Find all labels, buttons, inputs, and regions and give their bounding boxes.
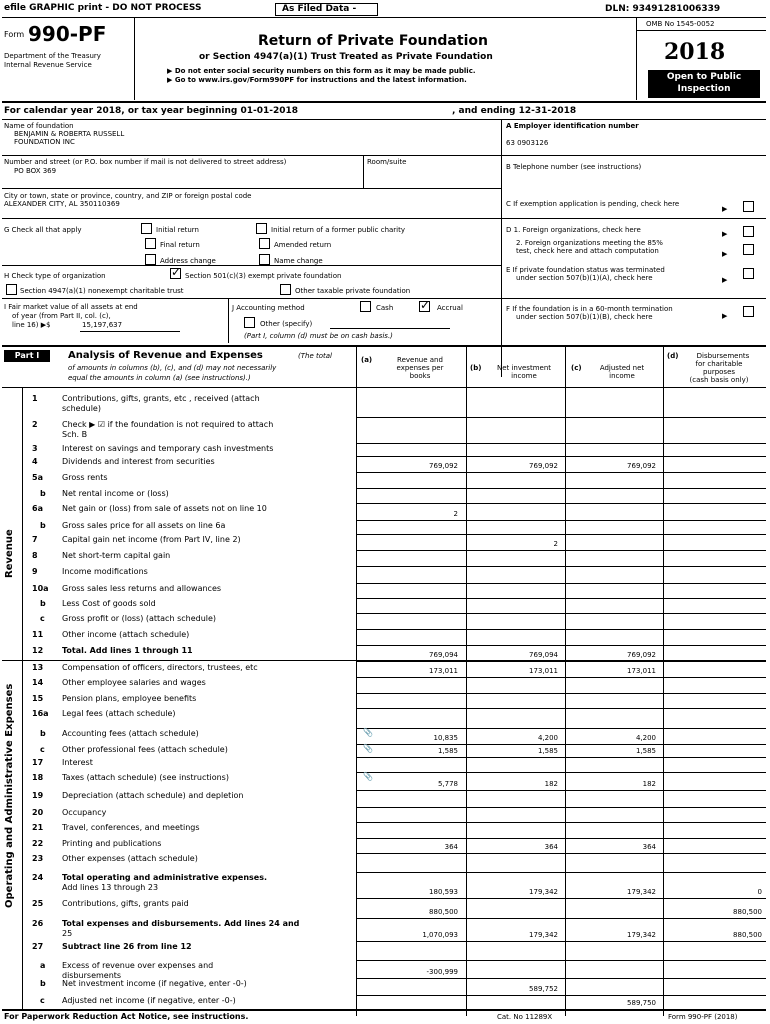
- row-rule: [356, 550, 766, 551]
- cell-a: 364: [444, 843, 458, 851]
- arrow-icon: ▶: [722, 312, 728, 320]
- row-rule: [356, 598, 766, 599]
- final-return-checkbox[interactable]: [145, 238, 156, 249]
- attachment-icon[interactable]: 📎: [363, 728, 373, 737]
- street-label: Number and street (or P.O. box number if mail is not delivered to street address): [4, 158, 287, 166]
- row-number: b: [40, 979, 46, 988]
- row-number: 9: [32, 567, 38, 576]
- other-method-checkbox[interactable]: [244, 317, 255, 328]
- row-label: Occupancy: [62, 808, 107, 817]
- row-number: 7: [32, 535, 38, 544]
- form-title: Return of Private Foundation: [258, 33, 488, 49]
- row-rule: [356, 456, 766, 457]
- check-icon: ✓: [420, 298, 431, 312]
- row-label: Net investment income (if negative, enter -0-): [62, 979, 247, 988]
- row-number: 6a: [32, 504, 43, 513]
- row-label: Other employee salaries and wages: [62, 678, 206, 687]
- calendar-end: , and ending 12-31-2018: [452, 106, 577, 116]
- fmv-value: 15,197,637: [82, 321, 123, 329]
- row-number: c: [40, 996, 45, 1005]
- row-label: Contributions, gifts, grants, etc , received (attach: [62, 394, 260, 403]
- cell-a: 1,070,093: [422, 931, 458, 939]
- row-number: 21: [32, 823, 44, 832]
- row-label: Contributions, gifts, grants paid: [62, 899, 189, 908]
- row-number: 24: [32, 873, 44, 882]
- row-number: 2: [32, 420, 38, 429]
- row-label-cont: Add lines 13 through 23: [62, 883, 159, 892]
- org-name-line1: BENJAMIN & ROBERTA RUSSELL: [14, 130, 125, 138]
- row-rule: [356, 757, 766, 758]
- cell-c: 182: [642, 780, 656, 788]
- arrow-icon: ▶: [722, 205, 728, 213]
- cell-b: 1,585: [537, 747, 558, 755]
- exemption-pending-checkbox[interactable]: [743, 201, 754, 212]
- cell-c: 589,750: [627, 999, 656, 1007]
- foreign-85-label1: 2. Foreign organizations meeting the 85%: [516, 239, 663, 247]
- part1-desc3: equal the amounts in column (a) (see instructions).): [68, 374, 251, 382]
- cell-b: 4,200: [537, 734, 558, 742]
- row-rule: [356, 978, 766, 979]
- as-filed-label: As Filed Data -: [282, 4, 357, 14]
- col-a-line3: books: [409, 372, 431, 380]
- tax-year: 2018: [664, 39, 726, 65]
- initial-return-label: Initial return: [156, 226, 199, 234]
- ein-value: 63 0903126: [506, 139, 549, 147]
- col-c-tag: (c): [571, 364, 582, 372]
- cell-c: 769,092: [627, 462, 656, 470]
- row-label: Interest on savings and temporary cash investments: [62, 444, 274, 453]
- row-number: 11: [32, 630, 44, 639]
- row-number: 19: [32, 791, 44, 800]
- initial-former-label: Initial return of a former public charity: [271, 226, 406, 234]
- org-name-label: Name of foundation: [4, 122, 74, 130]
- row-number: 15: [32, 694, 44, 703]
- sixty-month-label2: under section 507(b)(1)(B), check here: [516, 313, 653, 321]
- col-a-line2: expenses per: [396, 364, 444, 372]
- row-rule: [356, 708, 766, 709]
- row-rule: [356, 645, 766, 646]
- cell-c: 1,585: [635, 747, 656, 755]
- row-label: Other expenses (attach schedule): [62, 854, 198, 863]
- ein-label: A Employer identification number: [506, 122, 639, 130]
- row-rule: [356, 534, 766, 535]
- row-label-cont: schedule): [62, 404, 101, 413]
- foreign-org-checkbox[interactable]: [743, 226, 754, 237]
- row-number: 26: [32, 919, 44, 928]
- cell-b: 589,752: [529, 985, 558, 993]
- row-label: Pension plans, employee benefits: [62, 694, 197, 703]
- room-label: Room/suite: [367, 158, 407, 166]
- part1-title: Analysis of Revenue and Expenses: [68, 350, 263, 361]
- row-number: 1: [32, 394, 38, 403]
- row-label: Gross rents: [62, 473, 108, 482]
- row-rule: [356, 728, 766, 729]
- footer-cat: Cat. No 11289X: [497, 1013, 553, 1021]
- row-label-cont: Sch. B: [62, 430, 88, 439]
- row-number: 25: [32, 899, 44, 908]
- exemption-pending-label: C If exemption application is pending, check here: [506, 200, 680, 208]
- cell-a: 1,585: [437, 747, 458, 755]
- sec4947-label: Section 4947(a)(1) nonexempt charitable trust: [20, 287, 184, 295]
- cell-d: 0: [757, 888, 762, 896]
- fmv-label2: of year (from Part II, col. (c),: [12, 312, 111, 320]
- row-rule: [356, 898, 766, 899]
- col-c-line2: income: [609, 372, 635, 380]
- sixty-month-label1: F If the foundation is in a 60-month termination: [506, 305, 673, 313]
- terminated-label1: E If private foundation status was terminated: [506, 266, 665, 274]
- terminated-checkbox[interactable]: [743, 268, 754, 279]
- final-return-label: Final return: [160, 241, 200, 249]
- row-label: Total expenses and disbursements. Add lines 24 and: [62, 919, 300, 928]
- row-number: b: [40, 729, 46, 738]
- row-rule: [356, 566, 766, 567]
- row-number: c: [40, 614, 45, 623]
- col-d-line4: (cash basis only): [689, 376, 749, 384]
- h-label: H Check type of organization: [4, 272, 106, 280]
- irs-label: Internal Revenue Service: [4, 61, 92, 69]
- terminated-label2: under section 507(b)(1)(A), check here: [516, 274, 653, 282]
- name-change-label: Name change: [274, 257, 323, 265]
- address-change-label: Address change: [160, 257, 216, 265]
- row-rule: [356, 503, 766, 504]
- row-label: Gross sales price for all assets on line 6a: [62, 521, 226, 530]
- row-rule: [356, 443, 766, 444]
- row-number: 12: [32, 646, 44, 655]
- cell-a: 769,094: [429, 651, 458, 659]
- row-rule: [356, 583, 766, 584]
- row-number: 14: [32, 678, 44, 687]
- row-rule: [356, 661, 766, 662]
- col-d-line3: purposes: [702, 368, 736, 376]
- row-rule: [356, 488, 766, 489]
- row-number: 17: [32, 758, 44, 767]
- city-label: City or town, state or province, country, and ZIP or foreign postal code: [4, 192, 252, 200]
- amended-return-checkbox[interactable]: [259, 238, 270, 249]
- cell-b: 179,342: [529, 888, 558, 896]
- part1-tag: Part I: [4, 350, 50, 362]
- accrual-label: Accrual: [437, 304, 463, 312]
- attachment-icon[interactable]: 📎: [363, 744, 373, 753]
- row-rule: [356, 822, 766, 823]
- foreign-85-checkbox[interactable]: [743, 244, 754, 255]
- cell-a: 2: [453, 510, 458, 518]
- cell-a: 769,092: [429, 462, 458, 470]
- org-name-line2: FOUNDATION INC: [14, 138, 75, 146]
- cash-basis-note: (Part I, column (d) must be on cash basis.): [244, 332, 393, 340]
- row-number: 13: [32, 663, 44, 672]
- cash-checkbox[interactable]: [360, 301, 371, 312]
- foreign-85-label2: test, check here and attach computation: [516, 247, 659, 255]
- row-rule: [356, 853, 766, 854]
- initial-former-checkbox[interactable]: [256, 223, 267, 234]
- other-method-label: Other (specify): [260, 320, 313, 328]
- row-number: 18: [32, 773, 44, 782]
- col-d-line1: Disbursements: [696, 352, 750, 360]
- row-label: Total operating and administrative expenses.: [62, 873, 267, 882]
- cell-c: 4,200: [635, 734, 656, 742]
- cell-c: 173,011: [627, 667, 656, 675]
- side-expenses-label: Operating and Administrative Expenses: [4, 683, 15, 908]
- row-label: Less Cost of goods sold: [62, 599, 156, 608]
- row-label: Adjusted net income (if negative, enter -0-): [62, 996, 236, 1005]
- foreign-org-label: D 1. Foreign organizations, check here: [506, 226, 641, 234]
- row-label: Gross profit or (loss) (attach schedule): [62, 614, 217, 623]
- city-value: ALEXANDER CITY, AL 350110369: [4, 200, 120, 208]
- row-rule: [356, 677, 766, 678]
- section-divider: [2, 660, 766, 661]
- row-rule: [356, 838, 766, 839]
- row-rule: [356, 417, 766, 418]
- col-b-line1: Net investment: [496, 364, 552, 372]
- attachment-icon[interactable]: 📎: [363, 772, 373, 781]
- row-label: Subtract line 26 from line 12: [62, 942, 192, 951]
- form-prefix: Form: [4, 30, 25, 39]
- row-number: 20: [32, 808, 44, 817]
- row-label: Compensation of officers, directors, trustees, etc: [62, 663, 258, 672]
- row-label: Dividends and interest from securities: [62, 457, 215, 466]
- cell-d: 880,500: [733, 908, 762, 916]
- check-icon: ✓: [171, 265, 182, 279]
- cash-label: Cash: [376, 304, 394, 312]
- col-d-tag: (d): [667, 352, 679, 360]
- cell-a: 180,593: [429, 888, 458, 896]
- street-value: PO BOX 369: [14, 167, 57, 175]
- row-label: Printing and publications: [62, 839, 162, 848]
- cell-b: 179,342: [529, 931, 558, 939]
- col-c-line1: Adjusted net: [599, 364, 645, 372]
- row-number: 23: [32, 854, 44, 863]
- row-label: Net short-term capital gain: [62, 551, 171, 560]
- row-number: 27: [32, 942, 44, 951]
- form-number: 990-PF: [28, 22, 107, 46]
- row-label: Net gain or (loss) from sale of assets not on line 10: [62, 504, 267, 513]
- cell-c: 179,342: [627, 931, 656, 939]
- arrow-icon: ▶: [722, 250, 728, 258]
- row-label-cont: 25: [62, 929, 73, 938]
- row-rule: [356, 629, 766, 630]
- row-number: 16a: [32, 709, 49, 718]
- address-change-checkbox[interactable]: [145, 254, 156, 265]
- row-rule: [356, 995, 766, 996]
- footer-paperwork: For Paperwork Reduction Act Notice, see instructions.: [4, 1012, 249, 1021]
- other-taxable-checkbox[interactable]: [280, 284, 291, 295]
- cell-c: 179,342: [627, 888, 656, 896]
- row-label: Travel, conferences, and meetings: [62, 823, 200, 832]
- row-number: 3: [32, 444, 38, 453]
- cell-b: 364: [544, 843, 558, 851]
- row-number: 4: [32, 457, 38, 466]
- row-number: a: [40, 961, 46, 970]
- row-rule: [356, 918, 766, 919]
- col-a-line1: Revenue and: [397, 356, 443, 364]
- sec501c3-label: Section 501(c)(3) exempt private foundation: [185, 272, 342, 280]
- row-rule: [356, 872, 766, 873]
- cell-a: -300,999: [426, 968, 458, 976]
- row-label-cont: disbursements: [62, 971, 122, 980]
- initial-return-checkbox[interactable]: [141, 223, 152, 234]
- phone-label: B Telephone number (see instructions): [506, 163, 642, 171]
- row-rule: [356, 744, 766, 745]
- other-taxable-label: Other taxable private foundation: [295, 287, 411, 295]
- row-number: 5a: [32, 473, 43, 482]
- omb-number: OMB No 1545-0052: [646, 20, 715, 28]
- row-label: Excess of revenue over expenses and: [62, 961, 214, 970]
- row-label: Net rental income or (loss): [62, 489, 169, 498]
- side-revenue-label: Revenue: [4, 529, 15, 578]
- row-rule: [356, 772, 766, 773]
- row-label: Capital gain net income (from Part IV, line 2): [62, 535, 241, 544]
- row-number: 10a: [32, 584, 49, 593]
- row-label: Legal fees (attach schedule): [62, 709, 176, 718]
- arrow-icon: ▶: [722, 230, 728, 238]
- part1-desc1: (The total: [298, 352, 332, 360]
- sixty-month-checkbox[interactable]: [743, 306, 754, 317]
- row-number: b: [40, 521, 46, 530]
- cell-b: 173,011: [529, 667, 558, 675]
- row-label: Depreciation (attach schedule) and depletion: [62, 791, 244, 800]
- row-number: 22: [32, 839, 44, 848]
- cell-c: 769,092: [627, 651, 656, 659]
- row-label: Taxes (attach schedule) (see instructions): [62, 773, 229, 782]
- dln-label: DLN: 93491281006339: [605, 4, 721, 14]
- row-label: Other income (attach schedule): [62, 630, 190, 639]
- name-change-checkbox[interactable]: [259, 254, 270, 265]
- row-rule: [356, 472, 766, 473]
- row-label: Total. Add lines 1 through 11: [62, 646, 193, 655]
- dept-label: Department of the Treasury: [4, 52, 101, 60]
- row-rule: [356, 520, 766, 521]
- irs-link-note[interactable]: ▶ Go to www.irs.gov/Form990PF for instructions and the latest information.: [167, 76, 467, 84]
- cell-d: 880,500: [733, 931, 762, 939]
- col-d-line2: for charitable: [695, 360, 743, 368]
- open-line2: Inspection: [677, 84, 731, 94]
- ssn-note: ▶ Do not enter social security numbers on this form as it may be made public.: [167, 67, 476, 75]
- footer-form: Form 990-PF (2018): [668, 1013, 738, 1021]
- row-rule: [356, 693, 766, 694]
- g-label: G Check all that apply: [4, 226, 82, 234]
- row-number: c: [40, 745, 45, 754]
- calendar-begin: For calendar year 2018, or tax year beginning 01-01-2018: [4, 106, 299, 116]
- cell-b: 769,094: [529, 651, 558, 659]
- cell-a: 173,011: [429, 667, 458, 675]
- cell-a: 5,778: [437, 780, 458, 788]
- cell-b: 182: [544, 780, 558, 788]
- arrow-icon: ▶: [722, 276, 728, 284]
- accounting-method-label: J Accounting method: [232, 304, 305, 312]
- cell-a: 880,500: [429, 908, 458, 916]
- cell-b: 2: [553, 540, 558, 548]
- cell-b: 769,092: [529, 462, 558, 470]
- row-label: Accounting fees (attach schedule): [62, 729, 199, 738]
- amended-return-label: Amended return: [274, 241, 332, 249]
- row-number: 8: [32, 551, 38, 560]
- form-subtitle: or Section 4947(a)(1) Trust Treated as Private Foundation: [199, 52, 493, 62]
- row-rule: [356, 790, 766, 791]
- efile-label: efile GRAPHIC print - DO NOT PROCESS: [4, 3, 202, 13]
- fmv-label1: I Fair market value of all assets at end: [4, 303, 138, 311]
- row-label: Income modifications: [62, 567, 148, 576]
- row-label: Gross sales less returns and allowances: [62, 584, 222, 593]
- row-label: Check ▶ ☑ if the foundation is not required to attach: [62, 420, 274, 429]
- row-rule: [356, 807, 766, 808]
- row-rule: [356, 941, 766, 942]
- cell-a: 10,835: [433, 734, 458, 742]
- cell-c: 364: [642, 843, 656, 851]
- fmv-label3: line 16) ▶$: [12, 321, 51, 329]
- col-b-line2: income: [511, 372, 537, 380]
- row-rule: [356, 613, 766, 614]
- sec4947-checkbox[interactable]: [6, 284, 17, 295]
- col-a-tag: (a): [361, 356, 373, 364]
- row-label: Interest: [62, 758, 93, 767]
- row-number: b: [40, 599, 46, 608]
- open-line1: Open to Public: [666, 72, 742, 82]
- row-rule: [356, 960, 766, 961]
- row-number: b: [40, 489, 46, 498]
- row-label: Other professional fees (attach schedule): [62, 745, 228, 754]
- part1-desc2: of amounts in columns (b), (c), and (d) may not necessarily: [68, 364, 277, 372]
- col-b-tag: (b): [470, 364, 482, 372]
